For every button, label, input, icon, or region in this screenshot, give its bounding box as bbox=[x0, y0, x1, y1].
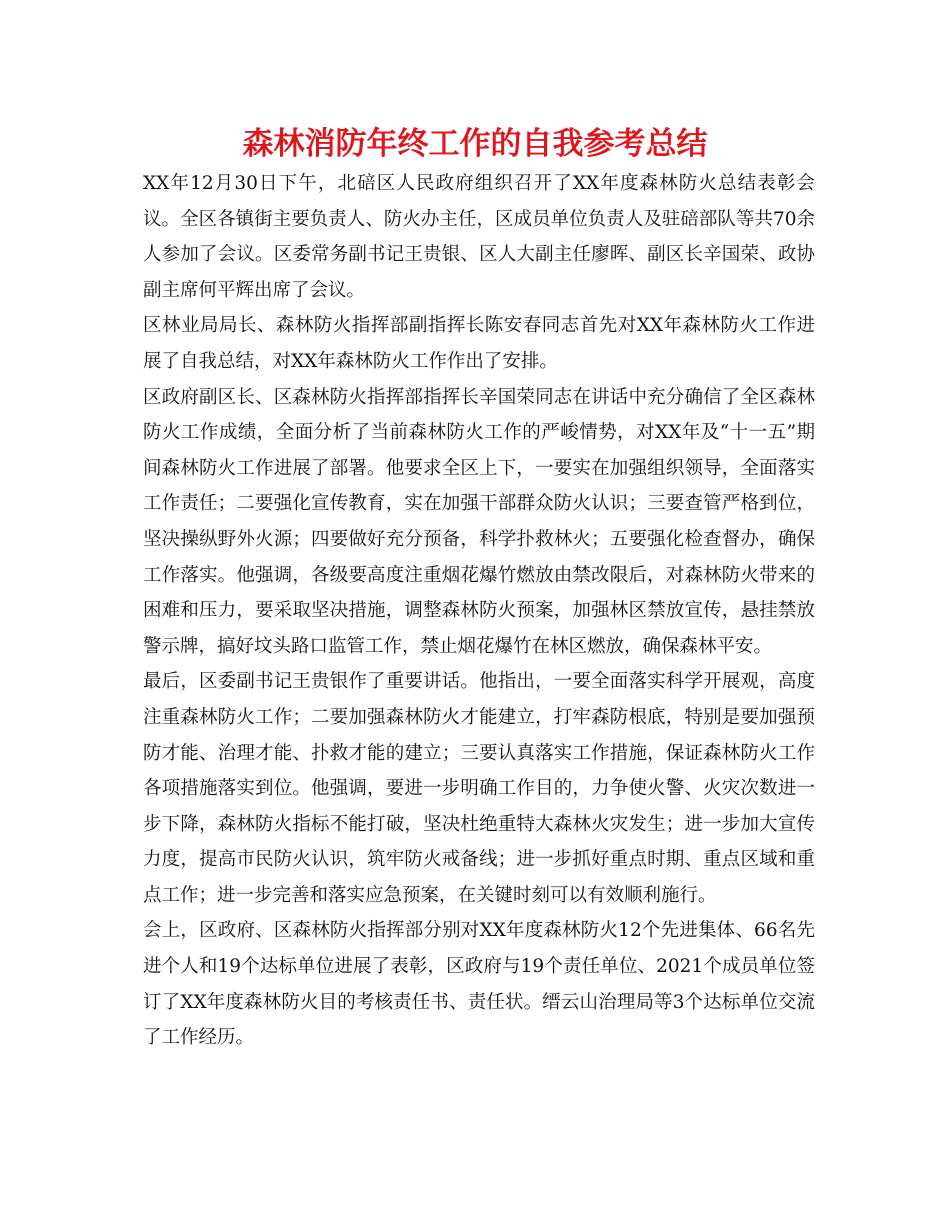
paragraph-forestry-bureau-summary: 区林业局局长、森林防火指挥部副指挥长陈安春同志首先对XX年森林防火工作进展了自我总结，对XX年森林防火工作作出了安排。 bbox=[143, 315, 815, 372]
paragraph-party-secretary-speech: 最后，区委副书记王贵银作了重要讲话。他指出，一要全面落实科学开展观，高度注重森林防火工作；二要加强森林防火才能建立，打牢森防根底，特别是要加强预防才能、治理才能、扑救才能的建立；三要认真落实工作措施，保证森林防火工作各项措施落实到位。他强调，要进一步明确工作目的，力争使火警、火灾次数进一步下降，森林防火指标不能打破，坚决杜绝重特大森林火灾发生；进一步加大宣传力度，提高市民防火认识，筑牢防火戒备线；进一步抓好重点时期、重点区域和重点工作；进一步完善和落实应急预案，在关键时刻可以有效顺利施行。 bbox=[143, 671, 815, 906]
document-title: 森林消防年终工作的自我参考总结 bbox=[242, 126, 708, 162]
paragraph-commendation: 会上，区政府、区森林防火指挥部分别对XX年度森林防火12个先进集体、66名先进个人和19个达标单位进展了表彰，区政府与19个责任单位、2021个成员单位签订了XX年度森林防火目的考核责任书、责任状。缙云山治理局等3个达标单位交流了工作经历。 bbox=[143, 920, 815, 1049]
paragraph-deputy-mayor-speech: 区政府副区长、区森林防火指挥部指挥长辛国荣同志在讲话中充分确信了全区森林防火工作成绩，全面分析了当前森林防火工作的严峻情势，对XX年及“十一五”期间森林防火工作进展了部署。他要求全区上下，一要实在加强组织领导，全面落实工作责任；二要强化宣传教育，实在加强干部群众防火认识；三要查管严格到位，坚决操纵野外火源；四要做好充分预备，科学扑救林火；五要强化检查督办，确保工作落实。他强调，各级要高度注重烟花爆竹燃放由禁改限后，对森林防火带来的困难和压力，要采取坚决措施，调整森林防火预案，加强林区禁放宣传，悬挂禁放警示牌，搞好坟头路口监管工作，禁止烟花爆竹在林区燃放，确保森林平安。 bbox=[143, 386, 815, 657]
paragraph-meeting-overview: XX年12月30日下午，北碚区人民政府组织召开了XX年度森林防火总结表彰会议。全区各镇街主要负责人、防火办主任，区成员单位负责人及驻碚部队等共70余人参加了会议。区委常务副书记王贵银、区人大副主任廖晖、副区长辛国荣、政协副主席何平辉出席了会议。 bbox=[143, 173, 815, 301]
document-body bbox=[143, 166, 815, 1056]
